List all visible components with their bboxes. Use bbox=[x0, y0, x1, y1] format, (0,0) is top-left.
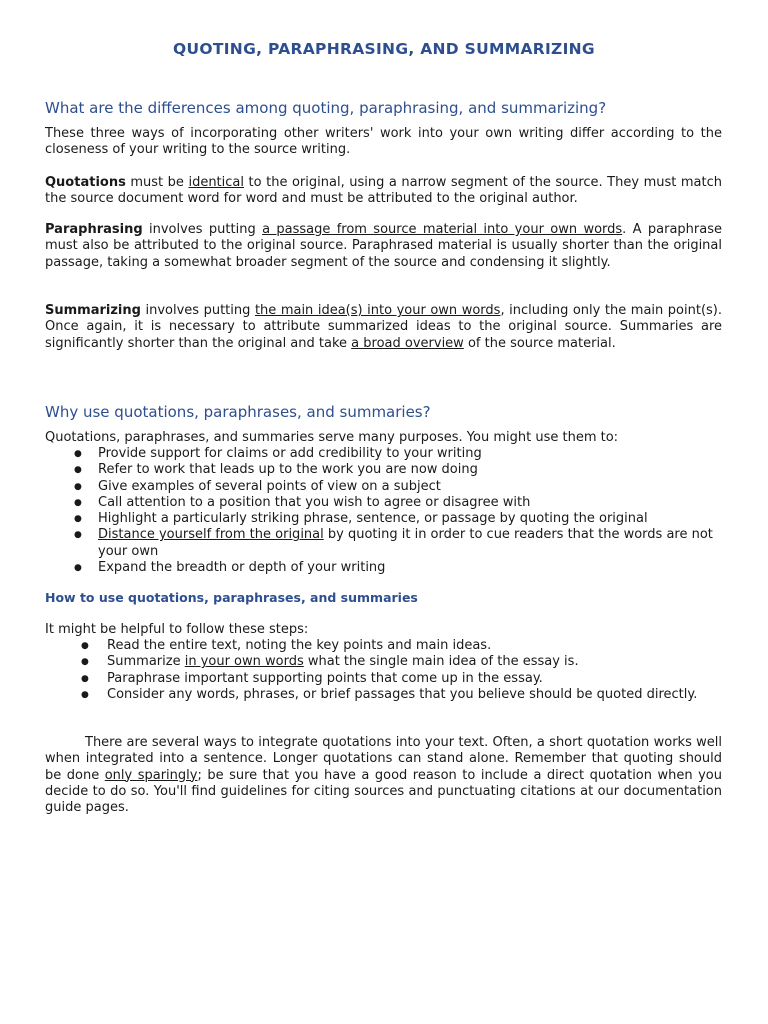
list-item-underline: Distance yourself from the original bbox=[98, 527, 324, 543]
intro-text: These three ways of incorporating other writers' work into your own writing differ according to the closeness of your writing to the source writing. bbox=[45, 126, 722, 158]
bullet-icon: ● bbox=[74, 449, 82, 459]
quotations-term: Quotations bbox=[45, 175, 126, 190]
list-item-underline: in your own words bbox=[184, 654, 304, 670]
list-item bbox=[74, 462, 728, 478]
section-heading-why: Why use quotations, paraphrases, and summaries? bbox=[45, 403, 431, 421]
why-list bbox=[74, 446, 728, 576]
summarizing-text-2: , including only the main point(s). Once again, it is necessary to attribute summarized ideas to the original source. Summaries are significantly shorter than the original and take bbox=[45, 303, 723, 351]
list-item-text: Summarize bbox=[107, 654, 185, 670]
summarizing-paragraph bbox=[45, 303, 722, 352]
quotations-underline: identical bbox=[188, 175, 244, 190]
list-item-text: Call attention to a position that you wish to agree or disagree with bbox=[98, 494, 531, 510]
paraphrasing-paragraph bbox=[45, 222, 722, 271]
summarizing-underline-2: a broad overview bbox=[351, 335, 464, 351]
list-item bbox=[74, 527, 728, 560]
bullet-icon: ● bbox=[74, 481, 82, 492]
quotations-paragraph bbox=[45, 175, 722, 208]
closing-underline: only sparingly bbox=[104, 767, 198, 783]
why-intro-text: Quotations, paraphrases, and summaries serve many purposes. You might use them to: bbox=[45, 430, 619, 445]
paraphrasing-text-1: involves putting bbox=[142, 222, 263, 237]
list-item-text: Expand the breadth or depth of your writing bbox=[98, 560, 386, 576]
bullet-icon: ● bbox=[81, 657, 89, 668]
section-heading-differences: What are the differences among quoting, paraphrasing, and summarizing? bbox=[45, 99, 607, 117]
summarizing-term: Summarizing bbox=[45, 303, 141, 318]
list-item bbox=[81, 654, 722, 670]
list-item bbox=[74, 511, 728, 527]
bullet-icon: ● bbox=[74, 497, 82, 508]
list-item bbox=[74, 446, 728, 462]
section-heading-how: How to use quotations, paraphrases, and summaries bbox=[45, 590, 418, 605]
paraphrasing-text-2: . A paraphrase must also be attributed to the original source. Paraphrased material is usually shorter than the original passage, taking a somewhat broader segment of the source and condensing it slightly. bbox=[45, 222, 722, 270]
summarizing-underline-1: the main idea(s) into your own words bbox=[254, 303, 501, 318]
list-item-text: Read the entire text, noting the key points and main ideas. bbox=[107, 638, 492, 653]
list-item-text: by quoting it in order to cue readers that the words are not your own bbox=[98, 527, 713, 559]
list-item-text: Highlight a particularly striking phrase, sentence, or passage by quoting the original bbox=[98, 511, 648, 527]
list-item-text: Refer to work that leads up to the work you are now doing bbox=[98, 462, 478, 478]
bullet-icon: ● bbox=[81, 641, 89, 651]
list-item-text: Provide support for claims or add credibility to your writing bbox=[98, 446, 482, 461]
list-item-text: Paraphrase important supporting points that come up in the essay. bbox=[107, 670, 543, 686]
bullet-icon: ● bbox=[81, 689, 89, 700]
how-intro-text: It might be helpful to follow these steps: bbox=[45, 622, 309, 637]
paraphrasing-term: Paraphrasing bbox=[45, 222, 143, 237]
list-item bbox=[74, 478, 728, 495]
quotations-text-2: to the original, using a narrow segment of the source. They must match the source document word for word and must be attributed to the original author. bbox=[45, 175, 723, 207]
list-item-text: Give examples of several points of view on a subject bbox=[98, 478, 441, 494]
bullet-icon: ● bbox=[74, 563, 82, 574]
bullet-icon: ● bbox=[81, 673, 89, 684]
closing-text-2: ; be sure that you have a good reason to include a direct quotation when you decide to do so. You'll find guidelines for citing sources and punctuating citations at our documentation guide pages. bbox=[45, 767, 723, 816]
bullet-icon: ● bbox=[74, 514, 82, 525]
summarizing-text-1: involves putting bbox=[140, 303, 255, 318]
why-intro bbox=[45, 430, 722, 446]
quotations-text-1: must be bbox=[125, 175, 189, 190]
list-item bbox=[81, 670, 722, 687]
intro-paragraph bbox=[45, 126, 722, 159]
paraphrasing-underline: a passage from source material into your own words bbox=[262, 222, 623, 237]
list-item bbox=[81, 686, 722, 703]
steps-list bbox=[81, 638, 722, 703]
closing-paragraph bbox=[45, 735, 722, 816]
list-item-text: Consider any words, phrases, or brief passages that you believe should be quoted directly. bbox=[107, 686, 698, 702]
bullet-icon: ● bbox=[74, 530, 82, 541]
list-item bbox=[74, 560, 728, 576]
summarizing-text-3: of the source material. bbox=[463, 335, 616, 351]
how-intro bbox=[45, 622, 722, 638]
closing-text-1: There are several ways to integrate quotations into your text. Often, a short quotation works well when integrated into a sentence. Longer quotations can stand alone. Remember that quoting should be done bbox=[45, 735, 722, 783]
document-title: QUOTING, PARAPHRASING, AND SUMMARIZING bbox=[173, 40, 595, 58]
bullet-icon: ● bbox=[74, 465, 82, 476]
list-item bbox=[74, 494, 728, 511]
list-item bbox=[81, 638, 722, 654]
list-item-text: what the single main idea of the essay is. bbox=[303, 654, 579, 670]
